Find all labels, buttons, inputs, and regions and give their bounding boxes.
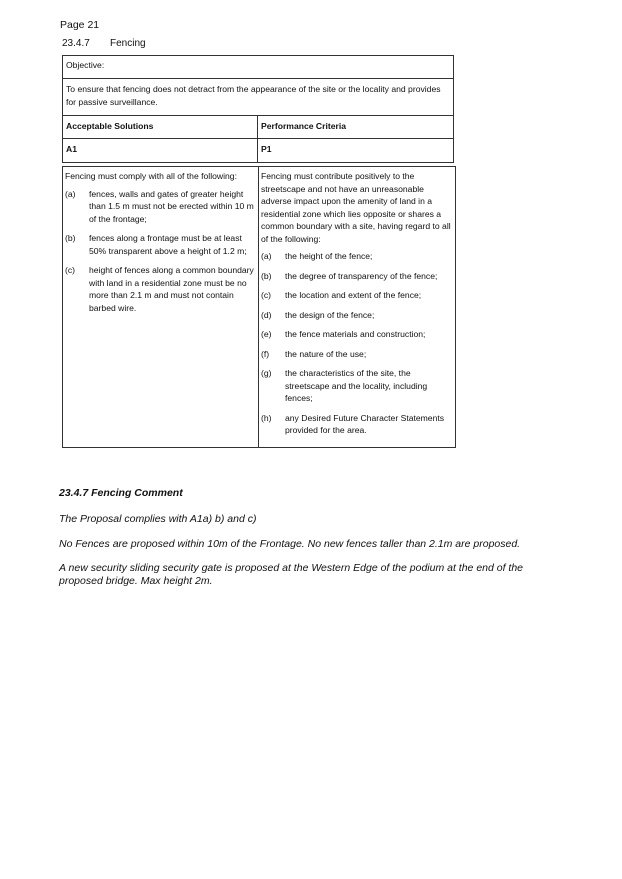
list-item-text: the characteristics of the site, the streetscape and the locality, including fences;	[285, 368, 428, 403]
table-body-row	[62, 166, 456, 448]
list-item-label: (b)	[261, 270, 272, 281]
list-item-text: the nature of the use;	[285, 348, 367, 359]
table-header-row	[62, 115, 454, 139]
objective-text: To ensure that fencing does not detract from the appearance of the site or the locality and provides for passive surveillance.	[62, 79, 454, 116]
comment-paragraph: The Proposal complies with A1a) b) and c)	[59, 513, 257, 525]
list-item-label: (a)	[261, 251, 272, 261]
section-number: 23.4.7	[62, 38, 90, 49]
list-item	[261, 367, 453, 405]
list-item	[65, 264, 256, 314]
list-item	[261, 328, 453, 341]
list-item-label: (e)	[261, 329, 272, 339]
comment-heading: 23.4.7 Fencing Comment	[59, 487, 183, 499]
table-code-row	[62, 138, 454, 163]
list-item-text: the degree of transparency of the fence;	[285, 270, 438, 281]
list-item	[261, 348, 453, 361]
list-item-text: any Desired Future Character Statements provided for the area.	[285, 412, 445, 435]
code-p1: P1	[261, 144, 272, 154]
list-item-label: (h)	[261, 412, 272, 423]
list-item-label: (f)	[261, 348, 270, 359]
page-number: Page 21	[60, 19, 100, 31]
list-item-label: (b)	[65, 233, 76, 243]
standards-table	[62, 55, 454, 448]
list-item	[261, 309, 453, 322]
objective-label: Objective:	[62, 55, 454, 79]
list-item-label: (c)	[261, 290, 272, 300]
list-item-text: height of fences along a common boundary with land in a residential zone must be no more than 2.1 m and must not contain barbed wire.	[89, 265, 254, 313]
list-item	[261, 270, 453, 283]
comment-paragraph: No Fences are proposed within 10m of the Frontage. No new fences taller than 2.1m are proposed.	[59, 538, 521, 550]
list-item-text: fences along a frontage must be at least 50% transparent above a height of 1.2 m;	[89, 233, 247, 256]
list-item-label: (a)	[65, 188, 76, 199]
comment-paragraph: A new security sliding security gate is proposed at the Western Edge of the podium at the end of the proposed bridge. Max height 2m.	[59, 562, 524, 587]
list-item-label: (g)	[261, 368, 272, 378]
performance-criteria-intro: Fencing must contribute positively to the streetscape and not have an unreasonable adverse impact upon the amenity of land in a residential zone which lies opposite or shares a common boundary with a site, having regard to all of the following:	[261, 171, 451, 244]
list-item	[65, 188, 256, 226]
list-item-label: (c)	[65, 265, 76, 275]
list-item-text: the fence materials and construction;	[285, 329, 426, 339]
list-item-label: (d)	[261, 309, 272, 320]
list-item-text: the design of the fence;	[285, 309, 375, 320]
list-item-text: the location and extent of the fence;	[285, 290, 422, 300]
acceptable-solution-intro: Fencing must comply with all of the following:	[65, 171, 237, 181]
code-a1: A1	[63, 139, 258, 162]
header-acceptable-solutions: Acceptable Solutions	[63, 116, 258, 138]
section-title: Fencing	[110, 38, 146, 49]
acceptable-solution-cell	[63, 167, 259, 447]
section-heading	[62, 38, 146, 49]
list-item	[65, 232, 256, 257]
performance-criteria-cell	[259, 167, 455, 447]
header-performance-criteria: Performance Criteria	[261, 121, 347, 131]
list-item-text: the height of the fence;	[285, 251, 373, 261]
list-item	[261, 250, 453, 263]
list-item	[261, 412, 453, 437]
list-item-text: fences, walls and gates of greater height than 1.5 m must not be erected within 10 m of the frontage;	[89, 188, 254, 224]
list-item	[261, 289, 453, 302]
